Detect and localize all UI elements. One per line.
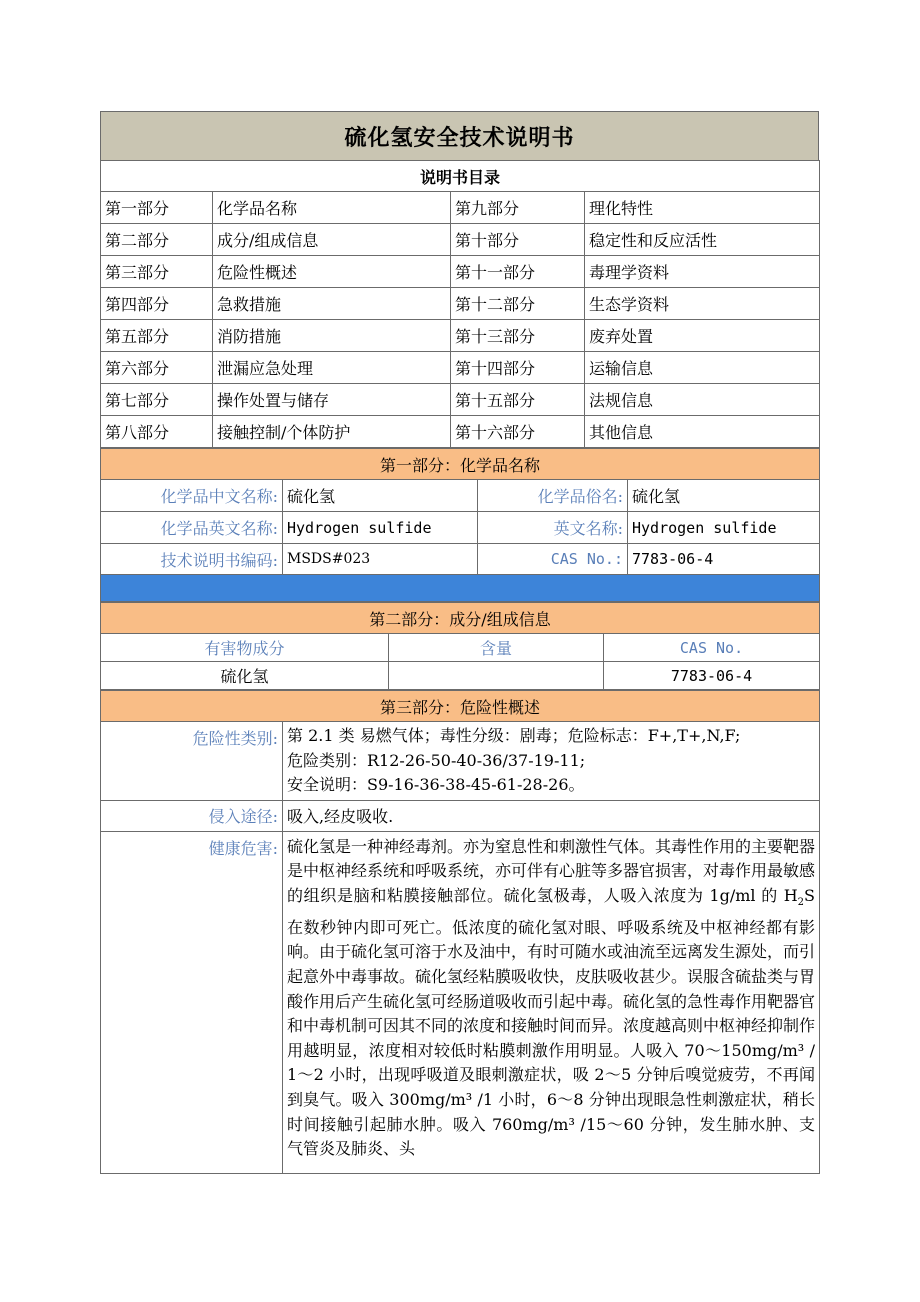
- cas-value: 7783-06-4: [628, 544, 820, 575]
- toc-part-number: 第十五部分: [451, 384, 585, 416]
- hazard-line: 危险类别：R12-26-50-40-36/37-19-11;: [287, 750, 586, 770]
- toc-part-name: 急救措施: [213, 288, 451, 320]
- health-text-b: S 在数秒钟内即可死亡。低浓度的硫化氢对眼、呼吸系统及中枢神经都有影响。由于硫化氢可溶于水及油中，有时可随水或油流至远离发生源处，而引起意外中毒事故。硫化氢经粘膜吸收快，皮肤吸收甚少。误服含硫盐类与胃酸作用后产生硫化氢可经肠道吸收而引起中毒。硫化氢的急性毒作用靶器官和中毒机制可因其不同的浓度和接触时间而异。浓度越高则中枢神经抑制作用越明显，浓度相对较低时粘膜刺激作用明显。人吸入 70～150mg/m³ /1～2 小时，出现呼吸道及眼刺激症状，吸 2～5 分钟后嗅觉疲劳，不再闻到臭气。吸入 300mg/m³ /1 小时，6～8 分钟出现眼急性刺激症状，稍长时间接触引起肺水肿。吸入 760mg/m³ /15～60 分钟，发生肺水肿、支气管炎及肺炎、头: [287, 885, 816, 1159]
- toc-part-number: 第十四部分: [451, 352, 585, 384]
- health-label: 健康危害:: [101, 831, 283, 1173]
- document: [100, 111, 819, 1174]
- toc-row: [101, 416, 820, 448]
- toc-part-number: 第七部分: [101, 384, 213, 416]
- hazard-line: 第 2.1 类 易燃气体；毒性分级：剧毒；危险标志：F+,T+,N,F;: [287, 726, 741, 745]
- toc-part-number: 第二部分: [101, 224, 213, 256]
- toc-part-name: 泄漏应急处理: [213, 352, 451, 384]
- toc-part-number: 第八部分: [101, 416, 213, 448]
- part2-cas-value: 7783-06-4: [604, 662, 820, 690]
- en-label: 英文名称:: [478, 512, 628, 544]
- route-label: 侵入途径:: [101, 800, 283, 831]
- part2-component-value: 硫化氢: [101, 662, 389, 690]
- common-name-label: 化学品俗名:: [478, 480, 628, 512]
- toc-part-name: 成分/组成信息: [213, 224, 451, 256]
- toc-part-name: 稳定性和反应活性: [585, 224, 820, 256]
- toc-part-name: 运输信息: [585, 352, 820, 384]
- common-name-value: 硫化氢: [628, 480, 820, 512]
- toc-part-number: 第九部分: [451, 192, 585, 224]
- toc-part-number: 第十二部分: [451, 288, 585, 320]
- part1-title: 第一部分：化学品名称: [101, 449, 820, 480]
- hazard-label: 危险性类别:: [101, 722, 283, 801]
- toc-row: [101, 384, 820, 416]
- toc-part-number: 第五部分: [101, 320, 213, 352]
- health-subscript: 2: [797, 897, 805, 909]
- toc-part-name: 操作处置与储存: [213, 384, 451, 416]
- toc-part-number: 第十六部分: [451, 416, 585, 448]
- cas-label: CAS No.:: [478, 544, 628, 575]
- part2-table: [100, 602, 820, 690]
- part2-content-value: [389, 662, 604, 690]
- toc-row: [101, 320, 820, 352]
- toc-part-name: 其他信息: [585, 416, 820, 448]
- blue-divider: [101, 575, 820, 602]
- code-label: 技术说明书编码:: [101, 544, 283, 575]
- part2-header-cas: CAS No.: [604, 634, 820, 662]
- toc-part-name: 理化特性: [585, 192, 820, 224]
- toc-part-number: 第六部分: [101, 352, 213, 384]
- part3-table: [100, 690, 820, 1174]
- toc-part-name: 法规信息: [585, 384, 820, 416]
- en-name-label: 化学品英文名称:: [101, 512, 283, 544]
- health-value: [283, 831, 820, 1173]
- toc-part-name: 消防措施: [213, 320, 451, 352]
- part1-table: [100, 448, 820, 602]
- hazard-line: 安全说明：S9-16-36-38-45-61-28-26。: [287, 775, 585, 795]
- toc-part-name: 化学品名称: [213, 192, 451, 224]
- toc-part-number: 第一部分: [101, 192, 213, 224]
- toc-part-name: 危险性概述: [213, 256, 451, 288]
- code-value: MSDS#023: [283, 544, 478, 575]
- part2-header-component: 有害物成分: [101, 634, 389, 662]
- toc-part-name: 毒理学资料: [585, 256, 820, 288]
- route-value: 吸入,经皮吸收.: [283, 800, 820, 831]
- toc-row: [101, 288, 820, 320]
- toc-part-number: 第十部分: [451, 224, 585, 256]
- toc-row: [101, 192, 820, 224]
- toc-row: [101, 224, 820, 256]
- toc-row: [101, 256, 820, 288]
- health-text-a: 硫化氢是一种神经毒剂。亦为窒息性和刺激性气体。其毒性作用的主要靶器是中枢神经系统和呼吸系统，亦可伴有心脏等多器官损害，对毒作用最敏感的组织是脑和粘膜接触部位。硫化氢极毒，人吸入浓度为 1g/ml 的 H: [287, 836, 816, 905]
- toc-row: [101, 352, 820, 384]
- doc-title: 硫化氢安全技术说明书: [100, 111, 819, 160]
- part3-title: 第三部分：危险性概述: [101, 691, 820, 722]
- part2-title: 第二部分：成分/组成信息: [101, 603, 820, 634]
- en-value: Hydrogen sulfide: [628, 512, 820, 544]
- toc-table: [100, 160, 820, 448]
- hazard-value: [283, 722, 820, 801]
- toc-part-name: 接触控制/个体防护: [213, 416, 451, 448]
- toc-part-number: 第四部分: [101, 288, 213, 320]
- en-name-value: Hydrogen sulfide: [283, 512, 478, 544]
- toc-part-number: 第三部分: [101, 256, 213, 288]
- part2-header-content: 含量: [389, 634, 604, 662]
- cn-name-value: 硫化氢: [283, 480, 478, 512]
- toc-heading: 说明书目录: [101, 161, 820, 192]
- cn-name-label: 化学品中文名称:: [101, 480, 283, 512]
- toc-part-number: 第十三部分: [451, 320, 585, 352]
- toc-part-name: 生态学资料: [585, 288, 820, 320]
- toc-part-name: 废弃处置: [585, 320, 820, 352]
- toc-part-number: 第十一部分: [451, 256, 585, 288]
